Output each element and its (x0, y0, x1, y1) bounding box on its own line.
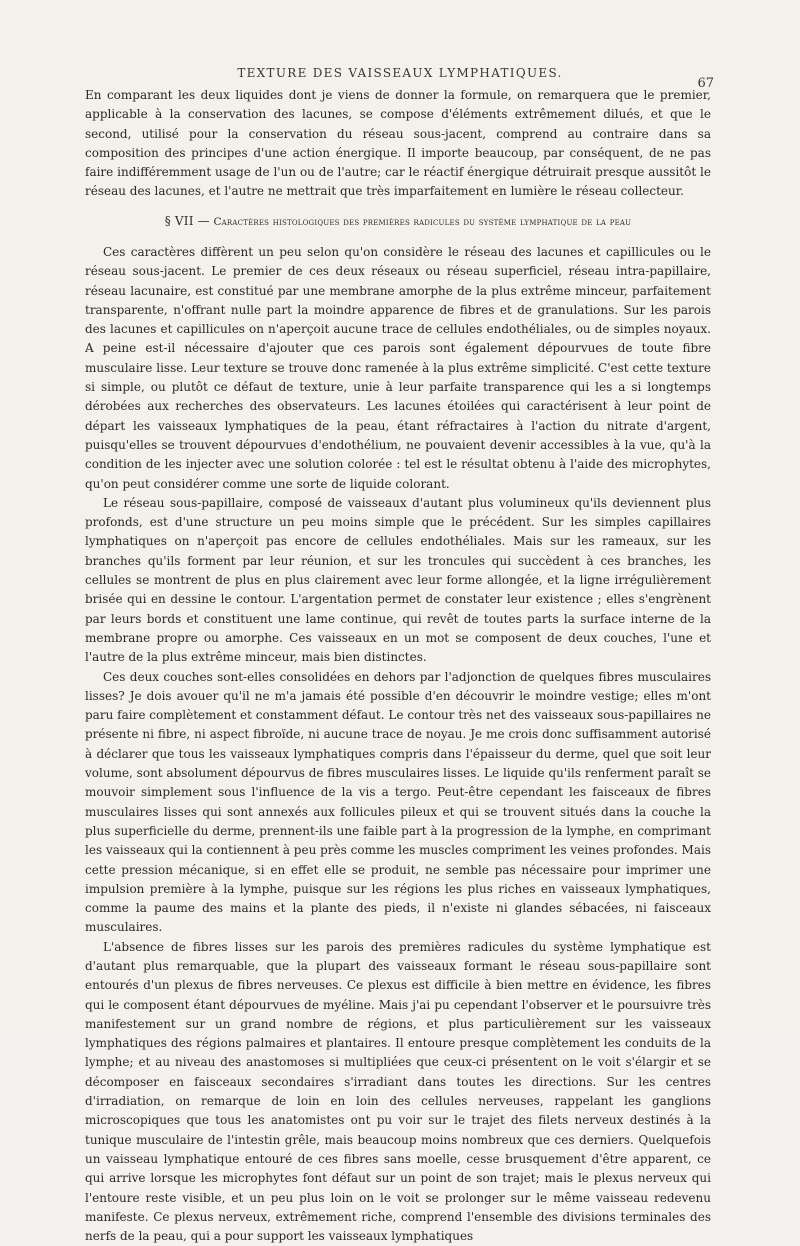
page-number: 67 (697, 76, 714, 91)
body-paragraph: Ces caractères diffèrent un peu selon qu'on considère le réseau des lacunes et capillicules ou le réseau sous-jacent. Le premier de ces deux réseaux ou réseau superficiel, réseau intra-papillaire, réseau lacunaire, est constitué par une membrane amorphe de la plus extrême minceur, parfaitement transparente, n'offrant nulle part la moindre apparence de fibres et de granulations. Sur les parois des lacunes et capillicules on n'aperçoit aucune trace de cellules endothéliales, ou de simples noyaux. A peine est-il nécessaire d'ajouter que ces parois sont également dépourvues de toute fibre musculaire lisse. Leur texture se trouve donc ramenée à la plus extrême simplicité. C'est cette texture si simple, ou plutôt ce défaut de texture, unie à leur parfaite transparence qui les a si longtemps dérobées aux recherches des observateurs. Les lacunes étoilées qui caractérisent à leur point de départ les vaisseaux lymphatiques de la peau, étant réfractaires à l'action du nitrate d'argent, puisqu'elles se trouvent dépourvues d'endothélium, ne pouvaient devenir accessibles à la vue, qu'à la condition de les injecter avec une solution colorée : tel est le résultat obtenu à l'aide des microphytes, qu'on peut considérer comme une sorte de liquide colorant. (85, 245, 711, 491)
intro-paragraph: En comparant les deux liquides dont je viens de donner la formule, on remarquera que le premier, applicable à la conservation des lacunes, se compose d'éléments extrêmement dilués, et que le second, utilisé pour la conservation du réseau sous-jacent, comprend au contraire dans sa composition des principes d'une action énergique. Il importe beaucoup, par conséquent, de ne pas faire indifféremment usage de l'un ou de l'autre; car le réactif énergique détruirait presque aussitôt le réseau des lacunes, et l'autre ne mettrait que très imparfaitement en lumière le réseau collecteur. (85, 88, 711, 199)
body-paragraph: L'absence de fibres lisses sur les parois des premières radicules du système lymphatique est d'autant plus remarquable, que la plupart des vaisseaux formant le réseau sous-papillaire sont entourés d'un plexus de fibres nerveuses. Ce plexus est difficile à bien mettre en évidence, les fibres qui le composent étant dépourvues de myéline. Mais j'ai pu cependant l'observer et le poursuivre très manifestement sur un grand nombre de régions, et plus particulièrement sur les vaisseaux lymphatiques des régions palmaires et plantaires. Il entoure presque complètement les conduits de la lymphe; et au niveau des anastomoses si multipliées que ceux-ci présentent on le voit s'élargir et se décomposer en faisceaux secondaires s'irradiant dans toutes les directions. Sur les centres d'irradiation, on remarque de loin en loin des cellules nerveuses, rappelant les ganglions microscopiques que tous les anatomistes ont pu voir sur le trajet des filets nerveux destinés à la tunique musculaire de l'intestin grêle, mais beaucoup moins nombreux que ces derniers. Quelquefois un vaisseau lymphatique entouré de ces fibres sans moelle, cesse brusquement d'être apparent, ce qui arrive lorsque les microphytes font défaut sur un point de son trajet; mais le plexus nerveux qui l'entoure reste visible, et un peu plus loin on le voit se prolonger sur le même vaisseau redevenu manifeste. Ce plexus nerveux, extrêmement riche, comprend l'ensemble des divisions terminales des nerfs de la peau, qui a pour support les vaisseaux lymphatiques (85, 939, 711, 1244)
intro-text (85, 86, 711, 202)
section-number: § VII — (164, 214, 210, 228)
body-paragraph: Ces deux couches sont-elles consolidées en dehors par l'adjonction de quelques fibres musculaires lisses? Je dois avouer qu'il ne m'a jamais été possible d'en découvrir le moindre vestige; elles m'ont paru faire complètement et constamment défaut. Le contour très net des vaisseaux sous-papillaires ne présente ni fibre, ni aspect fibroïde, ni aucune trace de noyau. Je me crois donc suffisamment autorisé à déclarer que tous les vaisseaux lymphatiques compris dans l'épaisseur du derme, quel que soit leur volume, sont absolument dépourvus de fibres musculaires lisses. Le liquide qu'ils renferment paraît se mouvoir simplement sous l'influence de la vis a tergo. Peut-être cependant les faisceaux de fibres musculaires lisses qui sont annexés aux follicules pileux et qui se trouvent situés dans la couche la plus superficielle du derme, prennent-ils une faible part à la progression de la lymphe, en comprimant les vaisseaux qui la contiennent à peu près comme les muscles compriment les veines profondes. Mais cette pression mécanique, si en effet elle se produit, ne semble pas nécessaire pour imprimer une impulsion première à la lymphe, puisque sur les régions les plus riches en vaisseaux lymphatiques, comme la paume des mains et la plante des pieds, il n'existe ni glandes sébacées, ni faisceaux musculaires. (85, 669, 711, 935)
body-paragraph: Le réseau sous-papillaire, composé de vaisseaux d'autant plus volumineux qu'ils deviennent plus profonds, est d'une structure un peu moins simple que le précédent. Sur les simples capillaires lymphatiques on n'aperçoit pas encore de cellules endothéliales. Mais sur les rameaux, sur les branches qu'ils forment par leur réunion, et sur les troncules qui succèdent à ces branches, les cellules se montrent de plus en plus clairement avec leur forme allongée, et la ligne irrégulièrement brisée qui en dessine le contour. L'argentation permet de constater leur existence ; elles s'engrènent par leurs bords et constituent une lame continue, qui revêt de toutes parts la surface interne de la membrane propre ou amorphe. Ces vaisseaux en un mot se composent de deux couches, l'une et l'autre de la plus extrême minceur, mais bien distinctes. (85, 495, 711, 665)
body-text (85, 243, 711, 1246)
section-title: Caractères histologiques des premières radicules du système lymphatique de la peau (213, 216, 632, 228)
running-head: TEXTURE DES VAISSEAUX LYMPHATIQUES. (237, 66, 563, 80)
section-heading (85, 214, 711, 228)
